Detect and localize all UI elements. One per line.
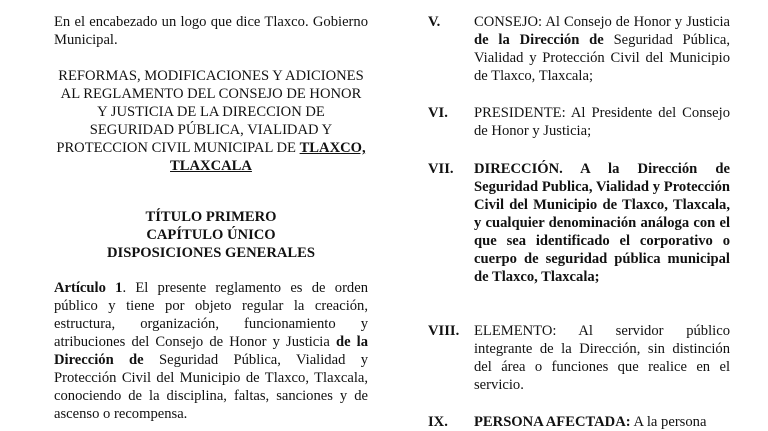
definition-item <box>428 413 730 431</box>
article-text-1: . El presente reglamento es de orden público y tiene por objeto regular la creación, estructura, organización, funcionamiento y atribuciones del Consejo de Honor y Justicia <box>54 280 368 350</box>
item-text: Al servidor público integrante de la Dirección, sin distinción del área o funciones que realice en el servicio. <box>474 323 730 393</box>
item-number: VI. <box>428 105 448 121</box>
reform-heading <box>54 67 368 175</box>
item-text: A la Dirección de Seguridad Publica, Vialidad y Protección Civil del Municipio de Tlaxco, Tlaxcala, y cualquier denominación análoga con el que sea identificado el corporativo o cuerpo de seguridad pública municipal de Tlaxco, Tlaxcala; <box>474 161 730 285</box>
capitulo-unico: CAPÍTULO ÚNICO <box>146 227 276 243</box>
reform-heading-emphasis: TLAXCO, TLAXCALA <box>170 140 366 174</box>
item-text: Al Consejo de Honor y Justicia <box>545 14 730 30</box>
article-1 <box>54 279 368 423</box>
article-bold: de la Dirección de <box>54 334 369 368</box>
title-primero: TÍTULO PRIMERO <box>145 209 277 225</box>
article-label: Artículo 1 <box>54 280 123 296</box>
item-number: IX. <box>428 414 448 430</box>
item-text: Al Presidente del Consejo de Honor y Justicia; <box>474 105 731 139</box>
item-term: PRESIDENTE: <box>474 105 566 121</box>
item-number: VII. <box>428 161 454 177</box>
title-block <box>54 208 368 262</box>
item-term: CONSEJO: <box>474 14 543 30</box>
article-text-2: Seguridad Pública, Vialidad y Protección Civil del Municipio de Tlaxco, Tlaxcala, conociendo de la disciplina, faltas, sanciones y de ascenso o recompensa. <box>54 352 368 422</box>
definition-item <box>428 322 730 394</box>
item-term: DIRECCIÓN. <box>474 161 563 177</box>
item-term: ELEMENTO: <box>474 323 557 339</box>
item-term: PERSONA AFECTADA: <box>474 414 631 430</box>
definition-item <box>428 160 730 286</box>
item-text: A la persona <box>633 414 707 430</box>
item-number: V. <box>428 14 441 30</box>
definition-item <box>428 104 730 140</box>
item-bold: de la Dirección de <box>474 32 604 48</box>
item-number: VIII. <box>428 323 460 339</box>
disposiciones-generales: DISPOSICIONES GENERALES <box>106 245 316 261</box>
logo-note: En el encabezado un logo que dice Tlaxco. Gobierno Municipal. <box>54 14 368 48</box>
item-text-2: Seguridad Pública, Vialidad y Protección Civil del Municipio de Tlaxco, Tlaxcala; <box>474 32 730 84</box>
definition-item <box>428 13 730 85</box>
reform-heading-text: REFORMAS, MODIFICACIONES Y ADICIONES AL REGLAMENTO DEL CONSEJO DE HONOR Y JUSTICIA DE LA DIRECCION DE SEGURIDAD PÚBLICA, VIALIDAD Y PROTECCION CIVIL MUNICIPAL DE <box>56 68 364 156</box>
